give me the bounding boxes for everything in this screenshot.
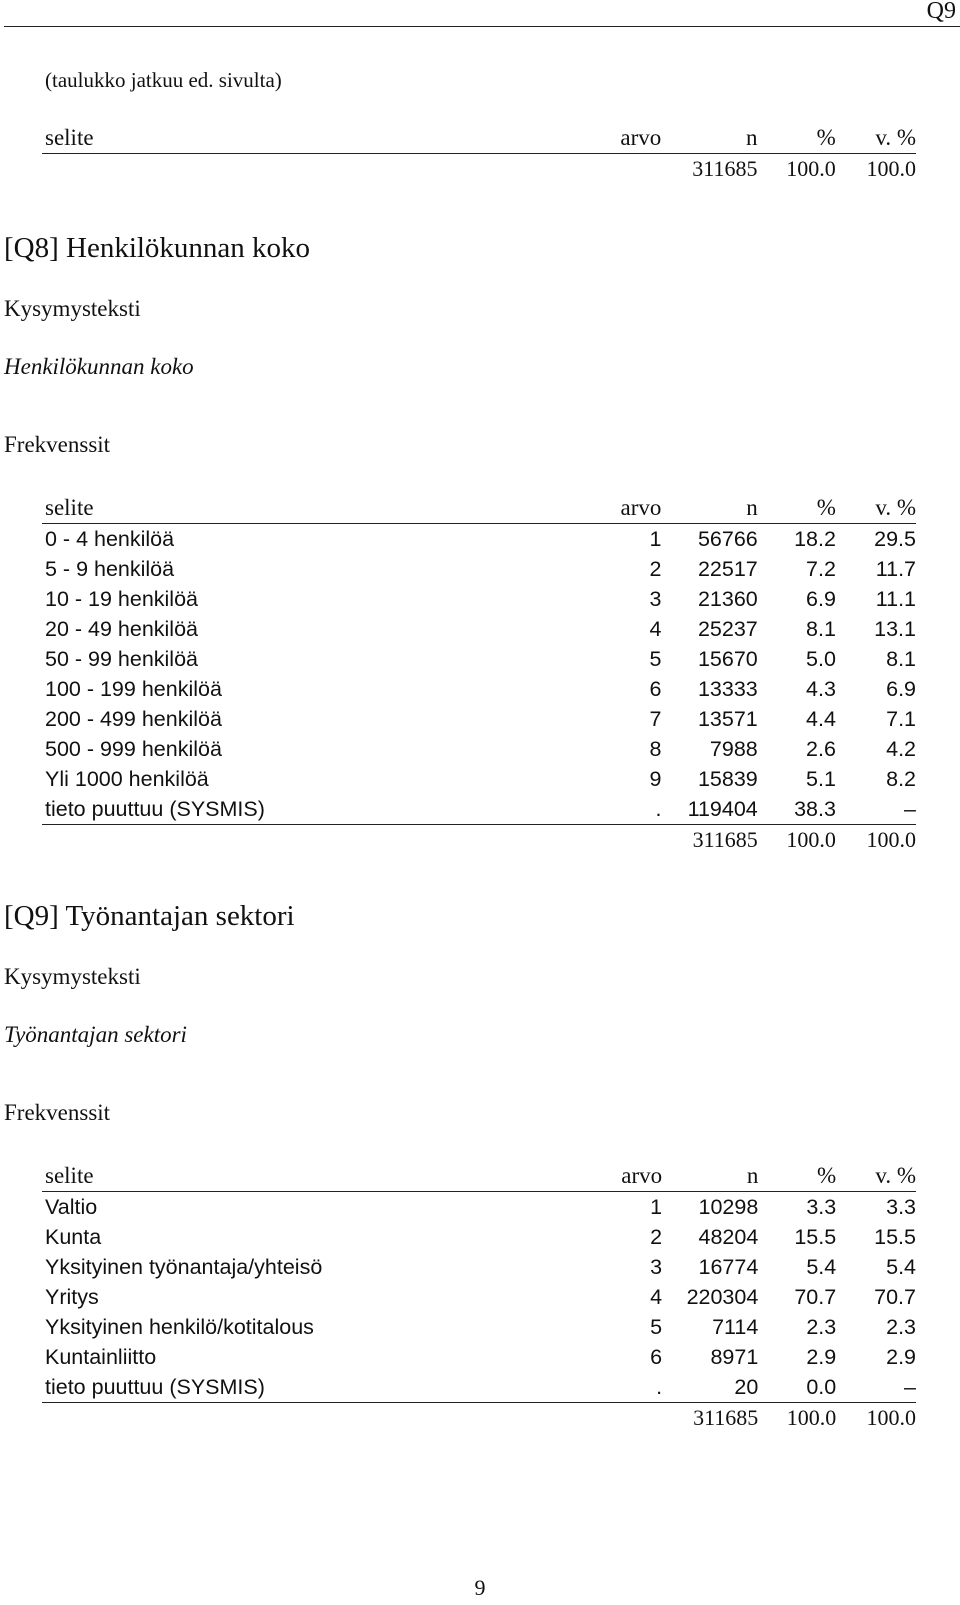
q8-question-text: Henkilökunnan koko [4,354,194,379]
row-arvo: 4 [650,1285,663,1309]
row-label: Valtio [45,1195,98,1219]
row-vpct: 11.1 [875,587,916,611]
row-pct: 18.2 [794,527,836,551]
total-n: 311685 [692,156,758,181]
q9-question-text: Työnantajan sektori [4,1022,187,1047]
row-arvo: 3 [649,587,662,611]
row-pct: 6.9 [806,587,836,611]
row-label: Yksityinen työnantaja/yhteisö [45,1255,323,1279]
row-arvo: 2 [649,557,662,581]
total-row [42,154,916,185]
row-n: 25237 [697,617,758,641]
row-arvo: . [556,794,662,825]
row-vpct: 13.1 [874,617,916,641]
row-n: 22517 [697,557,758,581]
row-pct: 7.2 [806,557,836,581]
row-arvo: 5 [649,647,662,671]
col-selite: selite [42,123,555,154]
col-pct: % [757,123,835,154]
row-arvo: 4 [649,617,662,641]
table-row [42,764,916,794]
row-n: 15839 [697,767,758,791]
row-vpct: 2.9 [886,1345,916,1369]
row-vpct: 8.1 [886,647,916,671]
table-row [42,524,916,555]
table-row [42,614,916,644]
total-n: 311685 [692,827,758,852]
table-row [42,1342,916,1372]
row-arvo: 6 [649,677,662,701]
row-vpct: – [836,1372,916,1403]
table-row [42,644,916,674]
row-vpct: 70.7 [874,1285,916,1309]
row-arvo: 7 [649,707,662,731]
q8-frekvenssit-label: Frekvenssit [4,432,111,457]
row-vpct: 6.9 [886,677,916,701]
row-pct: 5.0 [806,647,836,671]
q8-frequency-table [42,493,916,855]
row-pct: 15.5 [794,1225,837,1249]
col-pct: % [758,1161,836,1192]
row-n: 7114 [712,1315,759,1339]
q9-frequency-table [42,1161,916,1433]
row-arvo: 5 [650,1315,663,1339]
prev-frequency-table [42,123,916,184]
row-vpct: 4.2 [886,737,916,761]
row-pct: 70.7 [794,1285,837,1309]
row-vpct: 5.4 [886,1255,916,1279]
total-pct: 100.0 [786,827,836,852]
row-pct: 3.3 [806,1195,837,1219]
row-label: Yli 1000 henkilöä [45,767,209,791]
row-arvo: . [557,1372,662,1403]
row-label: Yksityinen henkilö/kotitalous [45,1315,314,1339]
row-n: 13571 [697,707,758,731]
row-label: 100 - 199 henkilöä [45,677,222,701]
continuation-note: (taulukko jatkuu ed. sivulta) [45,68,282,92]
row-label: 5 - 9 henkilöä [45,557,175,581]
total-vpct: 100.0 [866,156,916,181]
row-arvo: 3 [650,1255,663,1279]
table-row [42,554,916,584]
row-label: Kunta [45,1225,102,1249]
row-label: 0 - 4 henkilöä [45,527,175,551]
col-selite: selite [42,493,556,524]
table-row [42,1312,916,1342]
col-n: n [661,493,757,524]
table-row [42,794,916,825]
row-label: Yritys [45,1285,99,1309]
row-vpct: 15.5 [874,1225,916,1249]
q9-title: [Q9] Työnantajan sektori [4,900,295,932]
col-arvo: arvo [556,493,662,524]
q9-frekvenssit-label: Frekvenssit [4,1100,111,1125]
col-selite: selite [42,1161,557,1192]
row-pct: 8.1 [806,617,836,641]
row-n: 56766 [697,527,758,551]
q8-title: [Q8] Henkilökunnan koko [4,232,311,264]
col-vpct: v. % [836,123,916,154]
table-row [42,674,916,704]
col-n: n [661,123,757,154]
row-vpct: 2.3 [886,1315,916,1339]
row-vpct: 3.3 [886,1195,916,1219]
row-vpct: 7.1 [886,707,916,731]
q8-kysymysteksti-label: Kysymysteksti [4,296,141,321]
row-label: 10 - 19 henkilöä [45,587,198,611]
table-row [42,1192,916,1223]
col-arvo: arvo [555,123,661,154]
row-pct: 0.0 [758,1372,836,1403]
total-vpct: 100.0 [866,1405,916,1430]
row-n: 21360 [697,587,758,611]
row-label: 50 - 99 henkilöä [45,647,198,671]
row-vpct: – [836,794,916,825]
row-pct: 2.6 [806,737,836,761]
q8-table-body [42,524,916,825]
row-pct: 4.4 [806,707,836,731]
total-row [42,1403,916,1434]
row-pct: 2.3 [806,1315,837,1339]
q9-kysymysteksti-label: Kysymysteksti [4,964,141,989]
total-n: 311685 [693,1405,759,1430]
row-label: 500 - 999 henkilöä [45,737,222,761]
table-row [42,1252,916,1282]
row-n: 7988 [709,737,758,761]
row-label: tieto puuttuu (SYSMIS) [42,794,556,825]
col-vpct: v. % [836,1161,916,1192]
table-row [42,584,916,614]
row-n: 16774 [698,1255,759,1279]
row-label: 20 - 49 henkilöä [45,617,198,641]
row-label: 200 - 499 henkilöä [45,707,222,731]
row-pct: 5.1 [806,767,836,791]
row-label: Kuntainliitto [45,1345,157,1369]
table-row [42,704,916,734]
header-rule [4,26,960,27]
row-n: 10298 [698,1195,759,1219]
row-arvo: 8 [649,737,662,761]
page-number: 9 [474,1575,486,1600]
total-pct: 100.0 [786,156,836,181]
table-header-row [42,493,916,524]
row-pct: 4.3 [806,677,836,701]
row-vpct: 29.5 [874,527,916,551]
row-arvo: 2 [650,1225,663,1249]
row-vpct: 8.2 [886,767,916,791]
row-n: 119404 [661,794,757,825]
table-row [42,1372,916,1403]
col-pct: % [758,493,836,524]
col-n: n [662,1161,758,1192]
table-row [42,734,916,764]
row-arvo: 1 [649,527,662,551]
row-pct: 5.4 [806,1255,837,1279]
col-arvo: arvo [557,1161,662,1192]
row-n: 15670 [697,647,758,671]
row-pct: 2.9 [806,1345,837,1369]
row-n: 13333 [697,677,758,701]
row-arvo: 1 [650,1195,663,1219]
row-pct: 38.3 [758,794,836,825]
total-vpct: 100.0 [866,827,916,852]
table-header-row [42,1161,916,1192]
row-label: tieto puuttuu (SYSMIS) [42,1372,557,1403]
row-n: 8971 [710,1345,759,1369]
table-row [42,1222,916,1252]
row-n: 48204 [698,1225,759,1249]
col-vpct: v. % [836,493,916,524]
running-head: Q9 [926,0,956,24]
row-arvo: 9 [649,767,662,791]
q9-table-body [42,1192,916,1403]
table-row [42,1282,916,1312]
total-pct: 100.0 [786,1405,837,1430]
table-header-row [42,123,916,154]
row-n: 220304 [686,1285,759,1309]
row-vpct: 11.7 [875,557,916,581]
row-arvo: 6 [650,1345,663,1369]
total-row [42,825,916,856]
row-n: 20 [662,1372,758,1403]
